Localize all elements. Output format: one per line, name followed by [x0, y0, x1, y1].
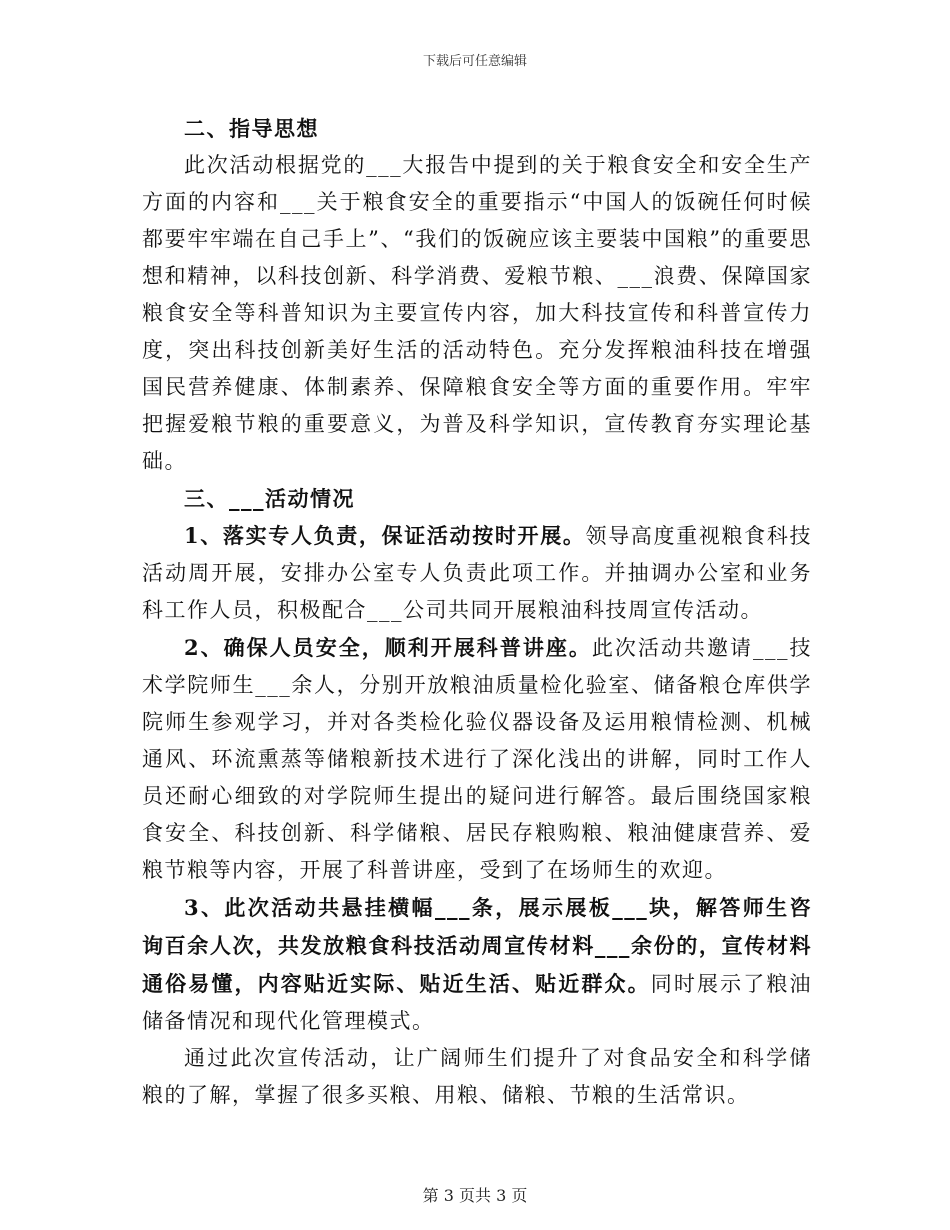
item-2-lead: 2、确保人员安全，顺利开展科普讲座。 — [184, 635, 592, 660]
item-1-lead: 1、落实专人负责，保证活动按时开展。 — [184, 523, 586, 548]
paragraph-item-2 — [142, 629, 812, 889]
page-footer: 第 3 页共 3 页 — [422, 1186, 528, 1205]
item-1-text: 领导高度重视粮食科技活动周开展，安排办公室专人负责此项工作。并抽调办公室和业务科工作人员，积极配合___公司共同开展粮油科技周宣传活动。 — [142, 524, 812, 622]
paragraph-conclusion: 通过此次宣传活动，让广阔师生们提升了对食品安全和科学储粮的了解，掌握了很多买粮、用粮、储粮、节粮的生活常识。 — [142, 1046, 812, 1107]
paragraph-item-1 — [142, 517, 812, 629]
section-heading-activity-status: 三、___活动情况 — [184, 486, 355, 511]
item-3-text: 同时展示了粮油储备情况和现代化管理模式。 — [142, 972, 812, 1033]
item-3-lead: 3、此次活动共悬挂横幅___条，展示展板___块，解答师生咨询百余人次，共发放粮食科技活动周宣传材料___余份的，宣传材料通俗易懂，内容贴近实际、贴近生活、贴近群众。 — [142, 895, 812, 996]
item-2-text: 此次活动共邀请___技术学院师生___余人，分别开放粮油质量检化验室、储备粮仓库供学院师生参观学习，并对各类检化验仪器设备及运用粮情检测、机械通风、环流熏蒸等储粮新技术进行了深化浅出的讲解，同时工作人员还耐心细致的对学院师生提出的疑问进行解答。最后围绕国家粮食安全、科技创新、科学储粮、居民存粮购粮、粮油健康营养、爱粮节粮等内容，开展了科普讲座，受到了在场师生的欢迎。 — [142, 636, 812, 882]
document-body — [142, 110, 812, 1114]
paragraph-guiding-ideology: 此次活动根据党的___大报告中提到的关于粮食安全和安全生产方面的内容和___关于粮食安全的重要指示“中国人的饭碗任何时候都要牢牢端在自己手上”、“我们的饭碗应该主要装中国粮”的重要思想和精神，以科技创新、科学消费、爱粮节粮、___浪费、保障国家粮食安全等科普知识为主要宣传内容，加大科技宣传和科普宣传力度，突出科技创新美好生活的活动特色。充分发挥粮油科技在增强国民营养健康、体制素养、保障粮食安全等方面的重要作用。牢牢把握爱粮节粮的重要意义，为普及科学知识，宣传教育夯实理论基础。 — [142, 153, 812, 473]
page-header: 下载后可任意编辑 — [422, 54, 527, 69]
section-heading-guiding-ideology: 二、指导思想 — [184, 116, 319, 141]
paragraph-item-3 — [142, 889, 812, 1040]
